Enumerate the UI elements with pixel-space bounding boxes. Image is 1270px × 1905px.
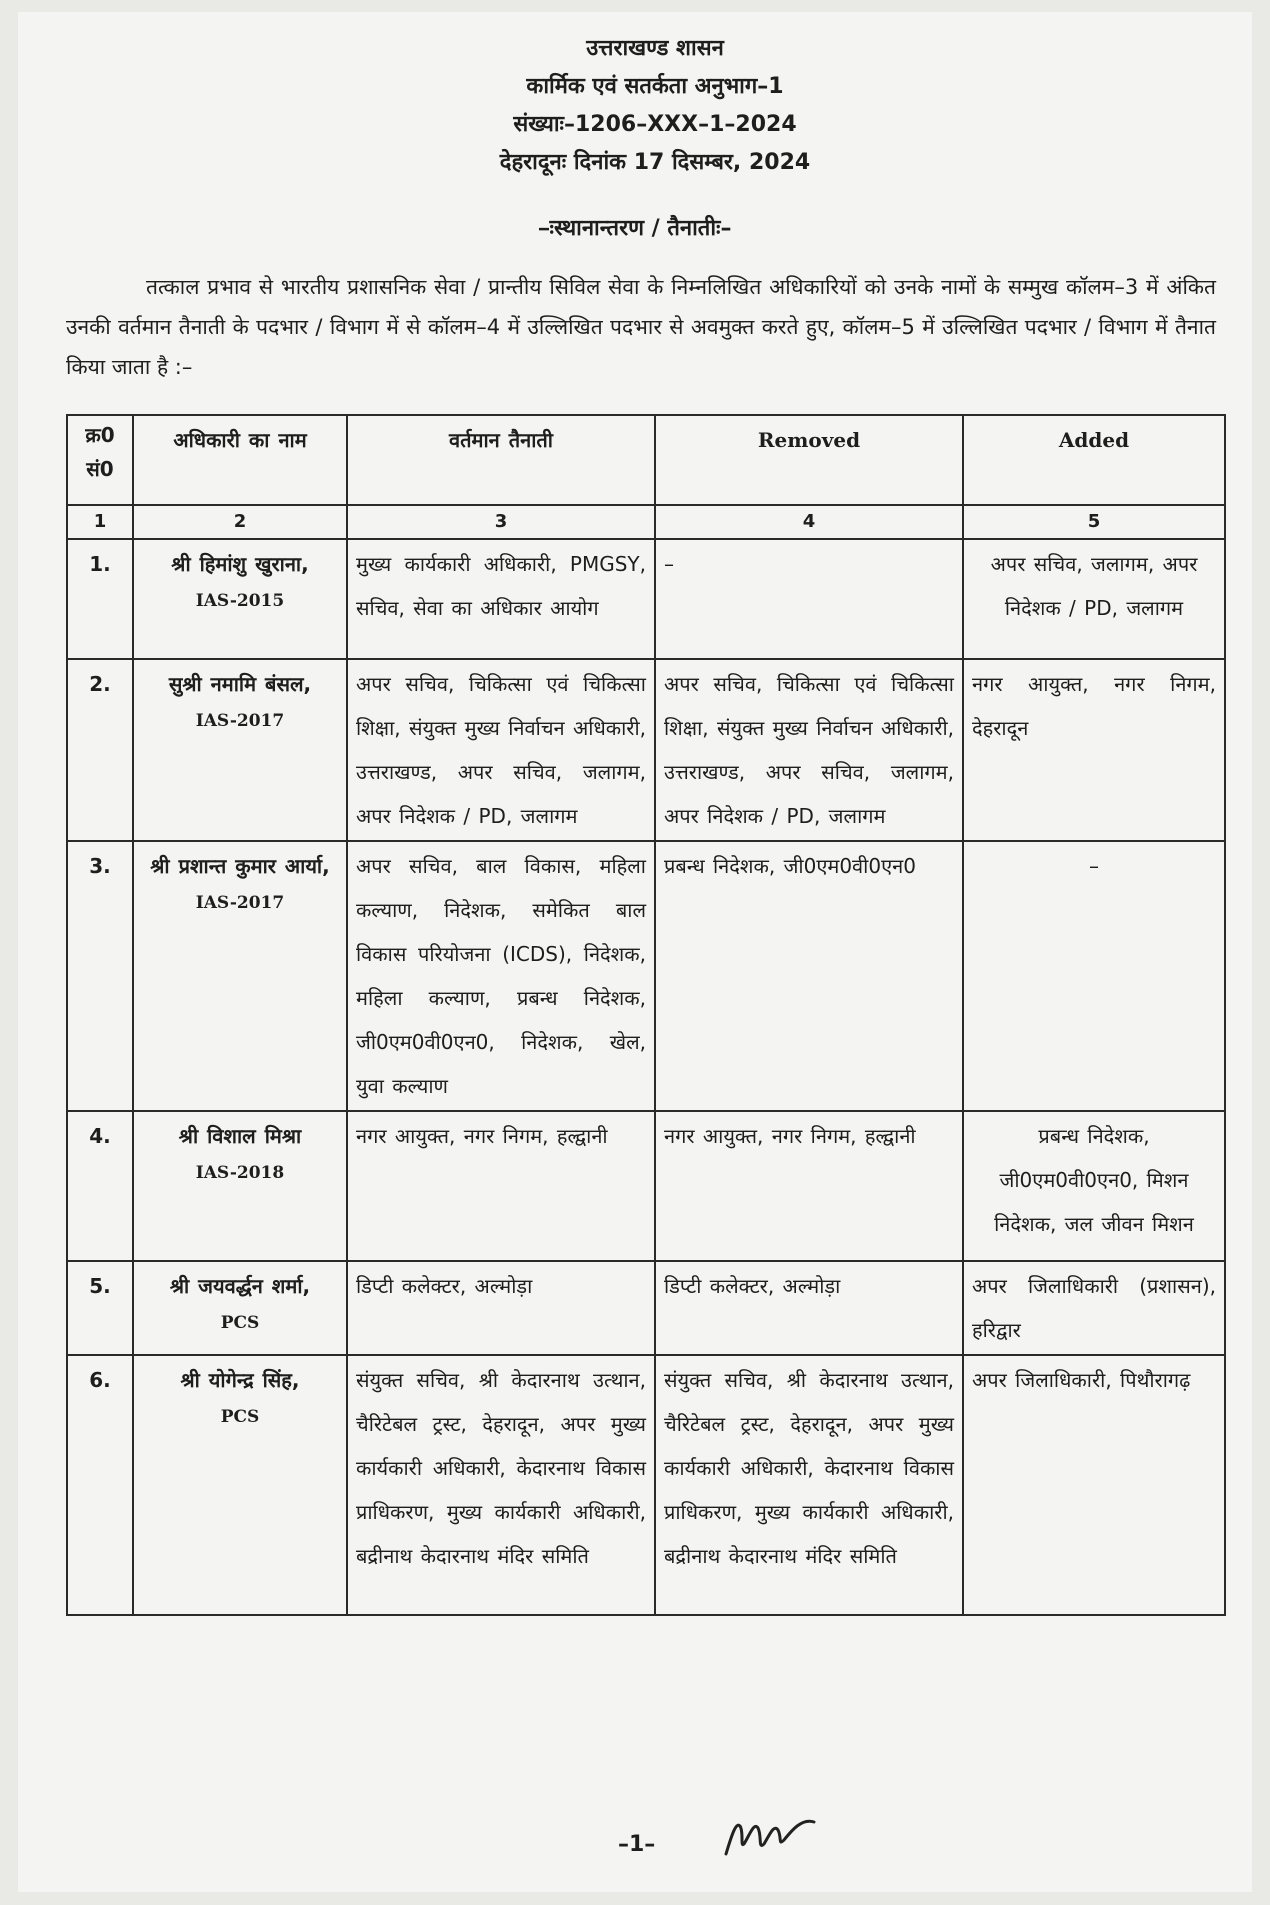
table-row: [67, 1261, 1225, 1355]
column-number: 2: [133, 505, 347, 539]
header-officer-name: अधिकारी का नाम: [133, 415, 347, 505]
current-posting-cell: संयुक्त सचिव, श्री केदारनाथ उत्थान, चैरिटेबल ट्रस्ट, देहरादून, अपर मुख्य कार्यकारी अधिकारी, केदारनाथ विकास प्राधिकरण, मुख्य कार्यकारी अधिकारी, बद्रीनाथ केदारनाथ मंदिर समिति: [347, 1355, 655, 1615]
officer-service: PCS: [220, 1407, 260, 1427]
row-serial: 6.: [67, 1355, 133, 1615]
added-cell: –: [963, 841, 1225, 1111]
officer-service: IAS-2018: [195, 1163, 285, 1183]
table-row: [67, 539, 1225, 659]
officer-service: IAS-2017: [195, 711, 285, 731]
officer-name-cell: [133, 841, 347, 1111]
current-posting-cell: मुख्य कार्यकारी अधिकारी, PMGSY, सचिव, सेवा का अधिकार आयोग: [347, 539, 655, 659]
officer-name: श्री प्रशान्त कुमार आर्या,: [150, 854, 330, 878]
current-posting-cell: अपर सचिव, बाल विकास, महिला कल्याण, निदेशक, समेकित बाल विकास परियोजना (ICDS), निदेशक, महिला कल्याण, प्रबन्ध निदेशक, जी0एम0वी0एन0, निदेशक, खेल, युवा कल्याण: [347, 841, 655, 1111]
row-serial: 2.: [67, 659, 133, 841]
officer-name: श्री हिमांशु खुराना,: [171, 552, 309, 576]
removed-cell: –: [655, 539, 963, 659]
officer-name: श्री योगेन्द्र सिंह,: [180, 1368, 300, 1392]
column-number: 3: [347, 505, 655, 539]
officer-name: सुश्री नमामि बंसल,: [168, 672, 312, 696]
table-row: [67, 659, 1225, 841]
table-row: [67, 1355, 1225, 1615]
added-cell: अपर जिलाधिकारी, पिथौरागढ़: [963, 1355, 1225, 1615]
removed-cell: नगर आयुक्त, नगर निगम, हल्द्वानी: [655, 1111, 963, 1261]
officer-service: PCS: [220, 1313, 260, 1333]
column-number: 1: [67, 505, 133, 539]
government-name: उत्तराखण्ड शासन: [586, 36, 724, 61]
officer-name: श्री जयवर्द्धन शर्मा,: [169, 1274, 311, 1298]
officer-name-cell: [133, 539, 347, 659]
added-cell: अपर सचिव, जलागम, अपर निदेशक / PD, जलागम: [963, 539, 1225, 659]
column-number-row: [67, 505, 1225, 539]
added-cell: अपर जिलाधिकारी (प्रशासन), हरिद्वार: [963, 1261, 1225, 1355]
table-row: [67, 841, 1225, 1111]
added-cell: प्रबन्ध निदेशक, जी0एम0वी0एन0, मिशन निदेशक, जल जीवन मिशन: [963, 1111, 1225, 1261]
table-header-row: [67, 415, 1225, 505]
row-serial: 5.: [67, 1261, 133, 1355]
order-date: देहरादूनः दिनांक 17 दिसम्बर, 2024: [499, 150, 811, 175]
officer-service: IAS-2015: [195, 591, 285, 611]
column-number: 5: [963, 505, 1225, 539]
order-intro-paragraph: तत्काल प्रभाव से भारतीय प्रशासनिक सेवा / प्रान्तीय सिविल सेवा के निम्नलिखित अधिकारियों को उनके नामों के सम्मुख कॉलम–3 में अंकित उनकी वर्तमान तैनाती के पदभार / विभाग में से कॉलम–4 में उल्लिखित पदभार से अवमुक्त करते हुए, कॉलम–5 में उल्लिखित पदभार / विभाग में तैनात किया जाता है :–: [66, 275, 1216, 379]
current-posting-cell: डिप्टी कलेक्टर, अल्मोड़ा: [347, 1261, 655, 1355]
officer-service: IAS-2017: [195, 893, 285, 913]
officer-name-cell: [133, 1111, 347, 1261]
header-current-posting: वर्तमान तैनाती: [347, 415, 655, 505]
signature-mark: [718, 1804, 838, 1864]
row-serial: 1.: [67, 539, 133, 659]
officer-name-cell: [133, 1261, 347, 1355]
department-name: कार्मिक एवं सतर्कता अनुभाग–1: [526, 74, 784, 99]
removed-cell: डिप्टी कलेक्टर, अल्मोड़ा: [655, 1261, 963, 1355]
order-number: संख्याः–1206–XXX–1–2024: [513, 112, 797, 137]
order-subject: –ःस्थानान्तरण / तैनातीः–: [538, 216, 732, 241]
removed-cell: संयुक्त सचिव, श्री केदारनाथ उत्थान, चैरिटेबल ट्रस्ट, देहरादून, अपर मुख्य कार्यकारी अधिकारी, केदारनाथ विकास प्राधिकरण, मुख्य कार्यकारी अधिकारी, बद्रीनाथ केदारनाथ मंदिर समिति: [655, 1355, 963, 1615]
officer-name-cell: [133, 1355, 347, 1615]
letterhead: [18, 30, 1252, 182]
officer-name-cell: [133, 659, 347, 841]
row-serial: 4.: [67, 1111, 133, 1261]
removed-cell: प्रबन्ध निदेशक, जी0एम0वी0एन0: [655, 841, 963, 1111]
current-posting-cell: अपर सचिव, चिकित्सा एवं चिकित्सा शिक्षा, संयुक्त मुख्य निर्वाचन अधिकारी, उत्तराखण्ड, अपर सचिव, जलागम, अपर निदेशक / PD, जलागम: [347, 659, 655, 841]
added-cell: नगर आयुक्त, नगर निगम, देहरादून: [963, 659, 1225, 841]
header-serial: क्र0 सं0: [67, 415, 133, 505]
transfer-table: [66, 414, 1226, 1616]
page-number: –1–: [618, 1832, 656, 1857]
header-removed: Removed: [655, 415, 963, 505]
row-serial: 3.: [67, 841, 133, 1111]
table-row: [67, 1111, 1225, 1261]
removed-cell: अपर सचिव, चिकित्सा एवं चिकित्सा शिक्षा, संयुक्त मुख्य निर्वाचन अधिकारी, उत्तराखण्ड, अपर सचिव, जलागम, अपर निदेशक / PD, जलागम: [655, 659, 963, 841]
document-page: [18, 12, 1252, 1892]
current-posting-cell: नगर आयुक्त, नगर निगम, हल्द्वानी: [347, 1111, 655, 1261]
officer-name: श्री विशाल मिश्रा: [178, 1124, 302, 1148]
column-number: 4: [655, 505, 963, 539]
header-added: Added: [963, 415, 1225, 505]
